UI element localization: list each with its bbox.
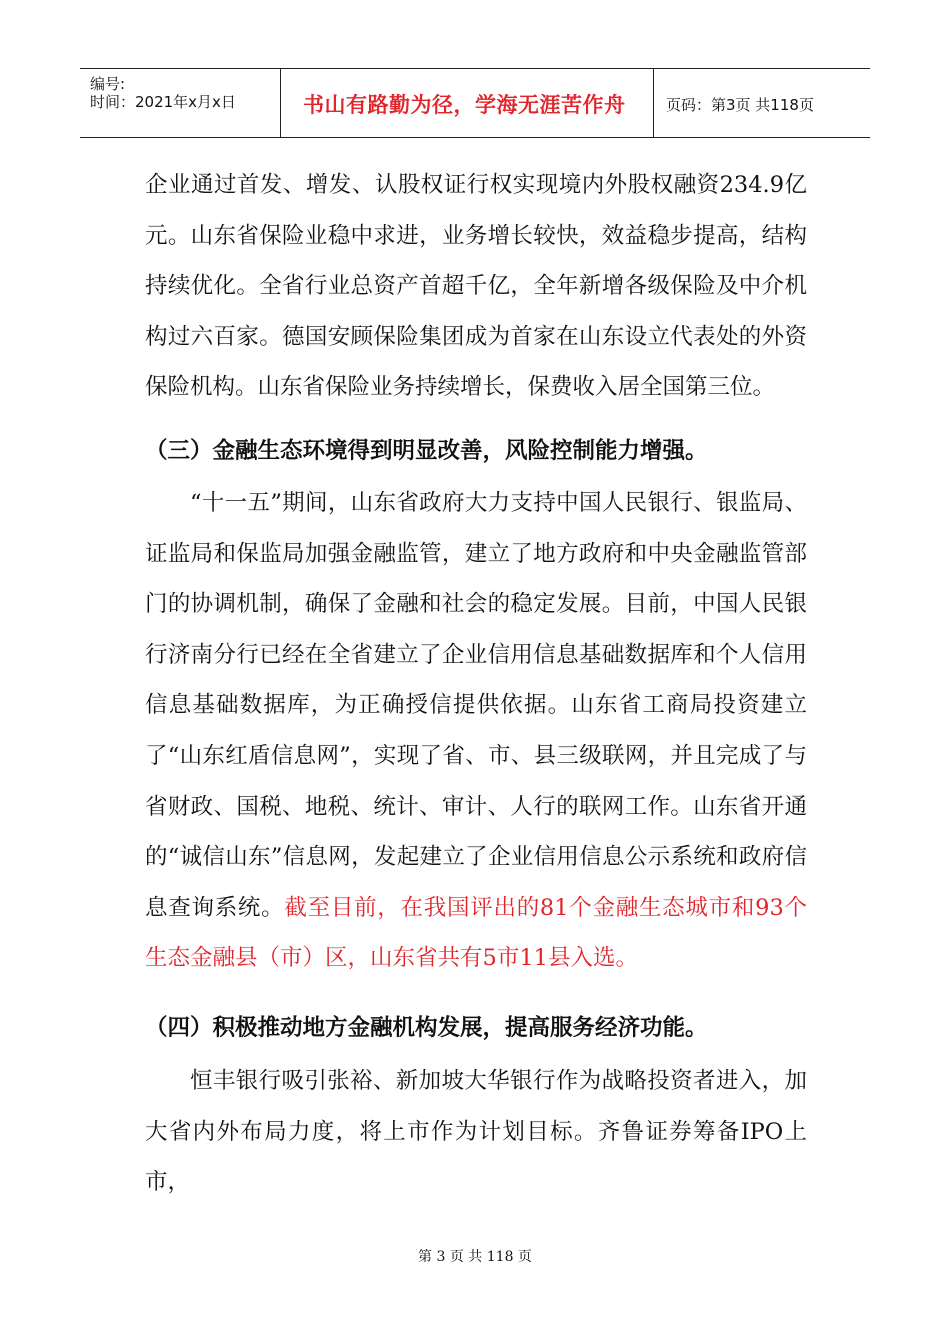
highlighted-statement: 截至目前，在我国评出的81个金融生态城市和93个生态金融县（市）区，山东省共有5市11县入选。 [145,894,807,972]
header-page-cell [653,69,870,137]
document-header [80,68,870,138]
page-footer: 第 3 页 共 118 页 [418,1249,532,1265]
page-code: 页码：第3页 共118页 [666,96,814,114]
motto-text: 书山有路勤为径，学海无涯苦作舟 [303,93,626,117]
section-heading-4: （四）积极推动地方金融机构发展，提高服务经济功能。 [145,1015,708,1041]
paragraph-financial-ecology-text: “十一五”期间，山东省政府大力支持中国人民银行、银监局、证监局和保监局加强金融监管，建立了地方政府和中央金融监管部门的协调机制，确保了金融和社会的稳定发展。目前，中国人民银行济南分行已经在全省建立了企业信用信息基础数据库和个人信用信息基础数据库，为正确授信提供依据。山东省工商局投资建立了“山东红盾信息网”，实现了省、市、县三级联网，并且完成了与省财政、国税、地税、统计、审计、人行的联网工作。山东省开通的“诚信山东”信息网，发起建立了企业信用信息公示系统和政府信息查询系统。 [145,490,807,921]
date-label: 时间：2021年x月x日 [90,93,236,111]
paragraph-equity-insurance: 企业通过首发、增发、认股权证行权实现境内外股权融资234.9亿元。山东省保险业稳中求进，业务增长较快，效益稳步提高，结构持续优化。全省行业总资产首超千亿，全年新增各级保险及中介机构过六百家。德国安顾保险集团成为首家在山东设立代表处的外资保险机构。山东省保险业务持续增长，保费收入居全国第三位。 [145,172,807,401]
header-motto-cell [280,69,654,137]
section-heading-3: （三）金融生态环境得到明显改善，风险控制能力增强。 [145,438,708,464]
paragraph-financial-ecology [145,478,807,984]
paragraph-local-institutions: 恒丰银行吸引张裕、新加坡大华银行作为战略投资者进入，加大省内外布局力度，将上市作为计划目标。齐鲁证券筹备IPO上市， [145,1068,807,1196]
serial-number-label: 编号: [90,75,126,93]
header-info-cell [80,69,281,137]
